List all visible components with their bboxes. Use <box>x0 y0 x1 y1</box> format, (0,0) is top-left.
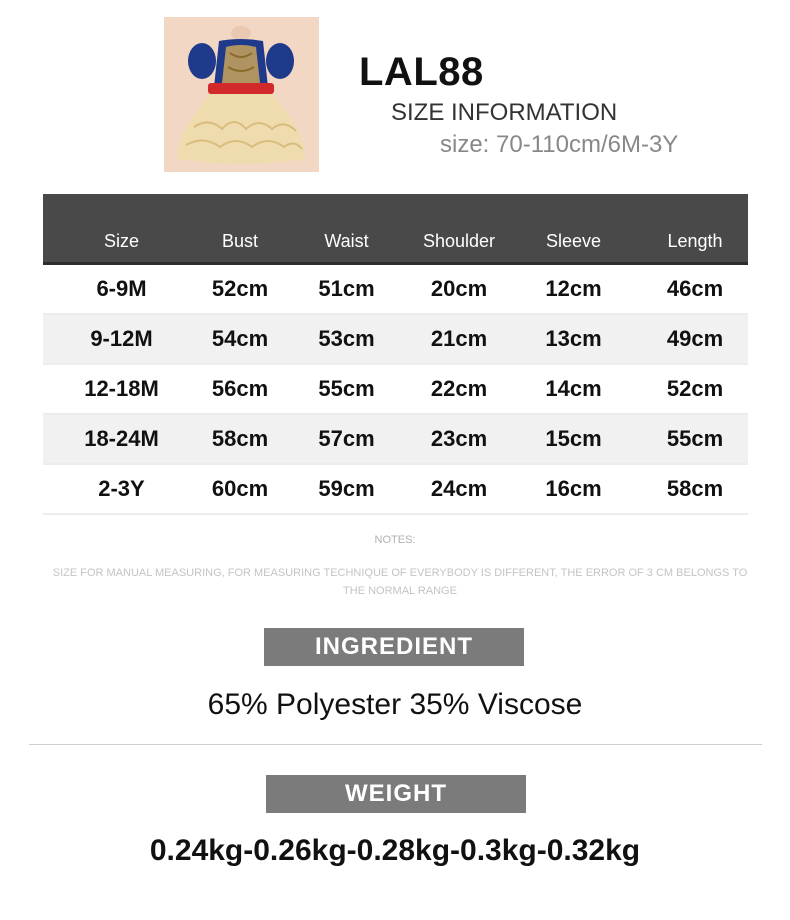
column-header-bust: Bust <box>221 231 259 251</box>
product-photo <box>164 17 319 172</box>
dress-icon <box>164 17 319 172</box>
section-divider <box>29 744 762 745</box>
table-row <box>43 465 748 515</box>
table-cell: 12cm <box>545 276 602 301</box>
table-cell: 18-24M <box>84 426 159 451</box>
table-row <box>43 415 748 465</box>
table-cell: 23cm <box>430 426 488 451</box>
model-code: LAL88 <box>359 50 484 94</box>
ingredient-value: 65% Polyester 35% Viscose <box>207 688 583 721</box>
column-header-size: Size <box>103 231 139 251</box>
table-cell: 2-3Y <box>98 476 145 501</box>
table-cell: 60cm <box>211 476 269 501</box>
table-cell: 57cm <box>318 426 375 451</box>
column-header-shoulder: Shoulder <box>422 231 496 251</box>
table-cell: 49cm <box>666 326 724 351</box>
table-row <box>43 315 748 365</box>
size-table <box>43 194 748 515</box>
table-cell: 52cm <box>666 376 724 401</box>
weight-value: 0.24kg-0.26kg-0.28kg-0.3kg-0.32kg <box>149 834 641 867</box>
table-cell: 54cm <box>211 326 269 351</box>
column-header-length: Length <box>667 231 723 251</box>
table-row <box>43 365 748 415</box>
table-cell: 24cm <box>430 476 488 501</box>
size-range: size: 70-110cm/6M-3Y <box>440 131 679 158</box>
size-table-header <box>43 194 748 265</box>
table-cell: 55cm <box>666 426 724 451</box>
table-cell: 56cm <box>211 376 269 401</box>
size-information-title: SIZE INFORMATION <box>391 99 618 126</box>
table-row <box>43 265 748 315</box>
column-header-sleeve: Sleeve <box>545 231 602 251</box>
table-cell: 58cm <box>211 426 269 451</box>
table-cell: 59cm <box>318 476 375 501</box>
table-cell: 53cm <box>318 326 375 351</box>
notes-text: SIZE FOR MANUAL MEASURING, FOR MEASURING TECHNIQUE OF EVERYBODY IS DIFFERENT, THE ERROR OF 3 CM BELONGS TO THE NORMAL RANGE <box>52 567 748 597</box>
table-cell: 51cm <box>318 276 375 301</box>
table-cell: 46cm <box>666 276 724 301</box>
table-cell: 15cm <box>545 426 602 451</box>
notes-label: NOTES: <box>374 534 416 546</box>
table-cell: 13cm <box>545 326 602 351</box>
table-cell: 20cm <box>430 276 488 301</box>
table-cell: 6-9M <box>96 276 147 301</box>
weight-badge: WEIGHT <box>266 775 526 813</box>
table-cell: 12-18M <box>84 376 159 401</box>
table-cell: 55cm <box>318 376 375 401</box>
table-cell: 21cm <box>430 326 488 351</box>
table-cell: 9-12M <box>90 326 153 351</box>
table-cell: 52cm <box>211 276 269 301</box>
ingredient-badge: INGREDIENT <box>264 628 524 666</box>
table-cell: 16cm <box>545 476 602 501</box>
table-cell: 14cm <box>545 376 602 401</box>
table-cell: 22cm <box>430 376 488 401</box>
table-cell: 58cm <box>666 476 724 501</box>
column-header-waist: Waist <box>324 231 369 251</box>
